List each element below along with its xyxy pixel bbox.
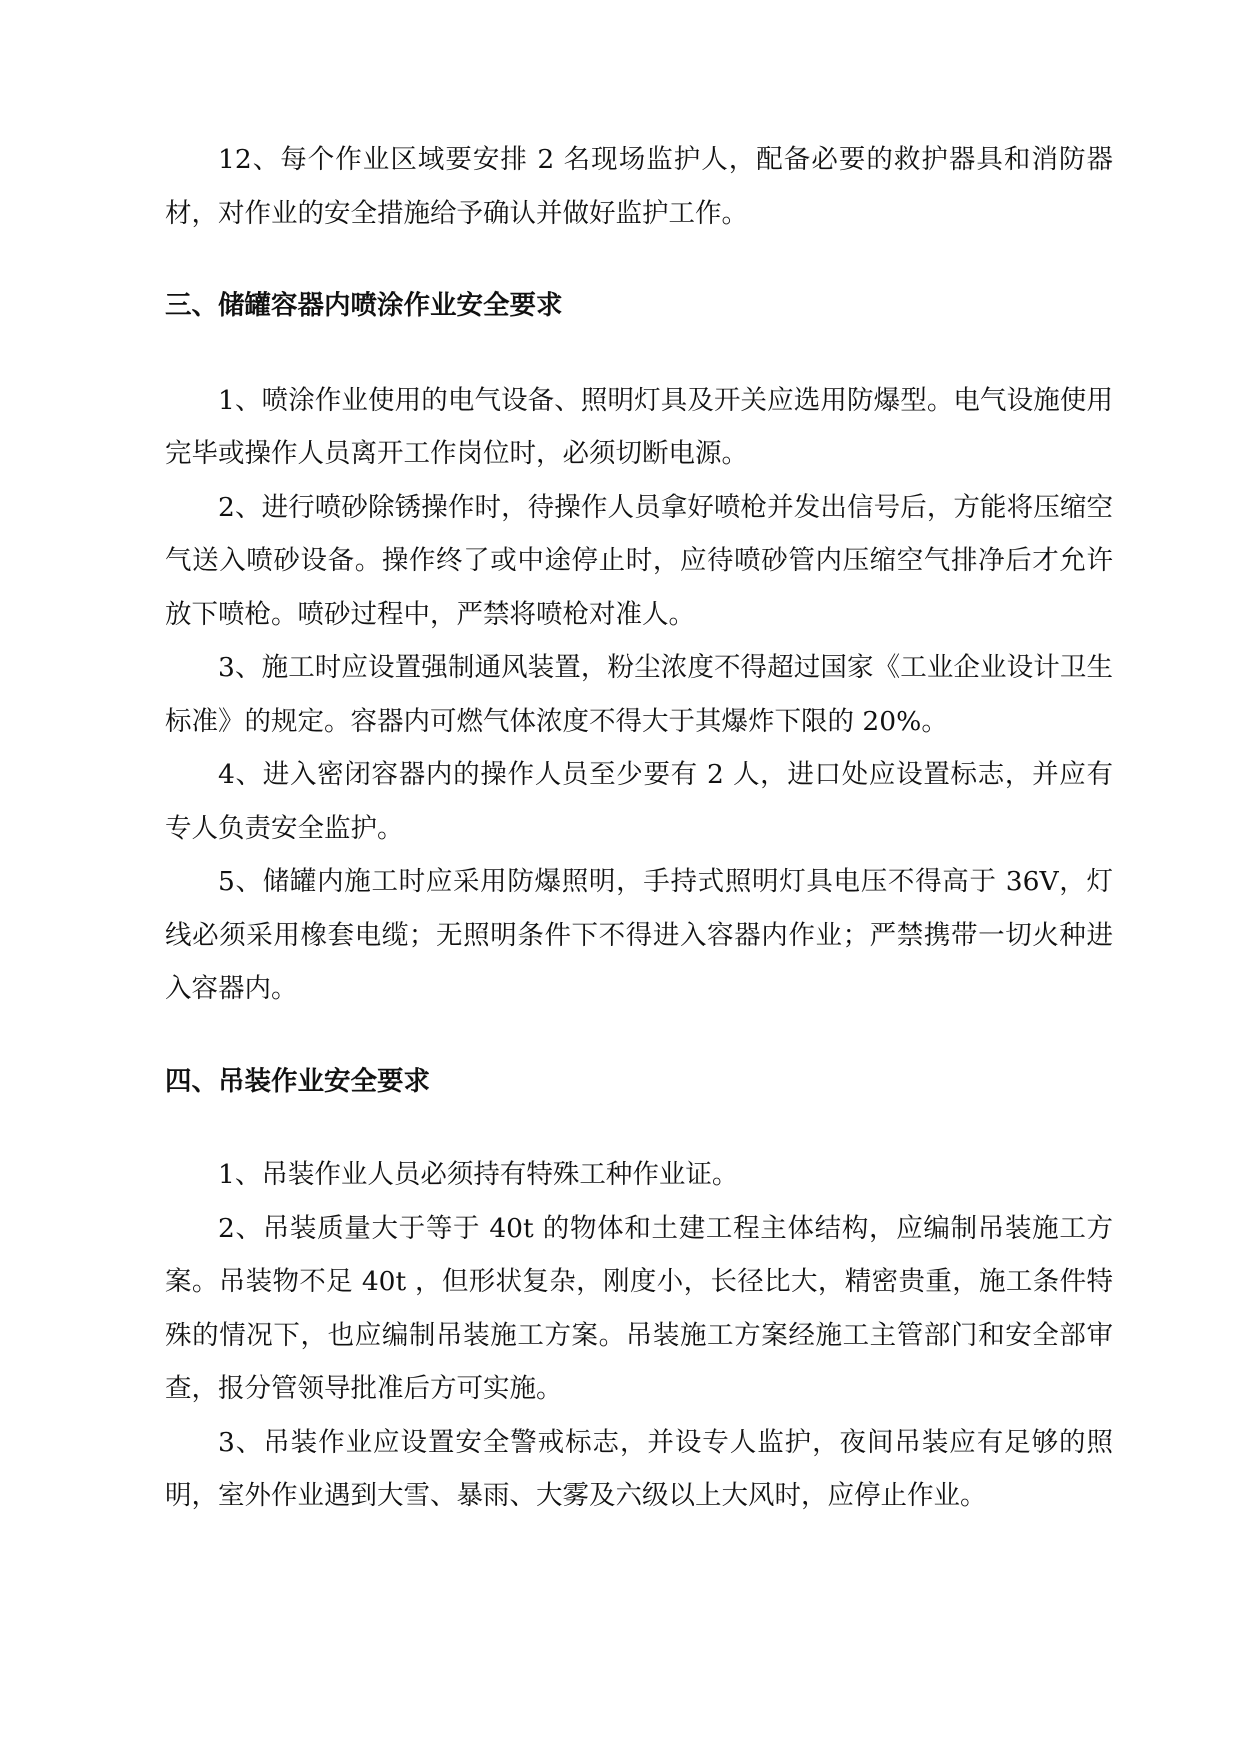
section-3-item-1: 1、喷涂作业使用的电气设备、照明灯具及开关应选用防爆型。电气设施使用完毕或操作人员离开工作岗位时，必须切断电源。 [165, 384, 1113, 469]
section-3-item-2: 2、进行喷砂除锈操作时，待操作人员拿好喷枪并发出信号后，方能将压缩空气送入喷砂设备。操作终了或中途停止时，应待喷砂管内压缩空气排净后才允许放下喷枪。喷砂过程中，严禁将喷枪对准人。 [165, 491, 1113, 630]
section-4-item-3: 3、吊装作业应设置安全警戒标志，并设专人监护，夜间吊装应有足够的照明，室外作业遇到大雪、暴雨、大雾及六级以上大风时，应停止作业。 [165, 1426, 1113, 1511]
section-heading-3: 三、储罐容器内喷涂作业安全要求 [165, 290, 563, 321]
section-heading-4: 四、吊装作业安全要求 [165, 1065, 430, 1097]
document-body [165, 133, 1113, 1523]
section-3-item-5: 5、储罐内施工时应采用防爆照明，手持式照明灯具电压不得高于 36V，灯线必须采用橡套电缆；无照明条件下不得进入容器内作业；严禁携带一切火种进入容器内。 [165, 866, 1113, 1004]
section-3-list [165, 374, 1113, 1016]
section-3-item-3: 3、施工时应设置强制通风装置，粉尘浓度不得超过国家《工业企业设计卫生标准》的规定。容器内可燃气体浓度不得大于其爆炸下限的 20%。 [165, 652, 1113, 737]
section-4-item-1: 1、吊装作业人员必须持有特殊工种作业证。 [218, 1159, 739, 1190]
paragraph-item-12: 12、每个作业区域要安排 2 名现场监护人，配备必要的救护器具和消防器材，对作业的安全措施给予确认并做好监护工作。 [165, 144, 1113, 229]
section-3-item-4: 4、进入密闭容器内的操作人员至少要有 2 人，进口处应设置标志，并应有专人负责安全监护。 [165, 759, 1113, 844]
section-4-item-2: 2、吊装质量大于等于 40t 的物体和土建工程主体结构，应编制吊装施工方案。吊装物不足 40t ，但形状复杂，刚度小，长径比大，精密贵重，施工条件特殊的情况下，也应编制吊装施工方案。吊装施工方案经施工主管部门和安全部审查，报分管领导批准后方可实施。 [165, 1212, 1113, 1404]
section-4-list [165, 1148, 1113, 1523]
